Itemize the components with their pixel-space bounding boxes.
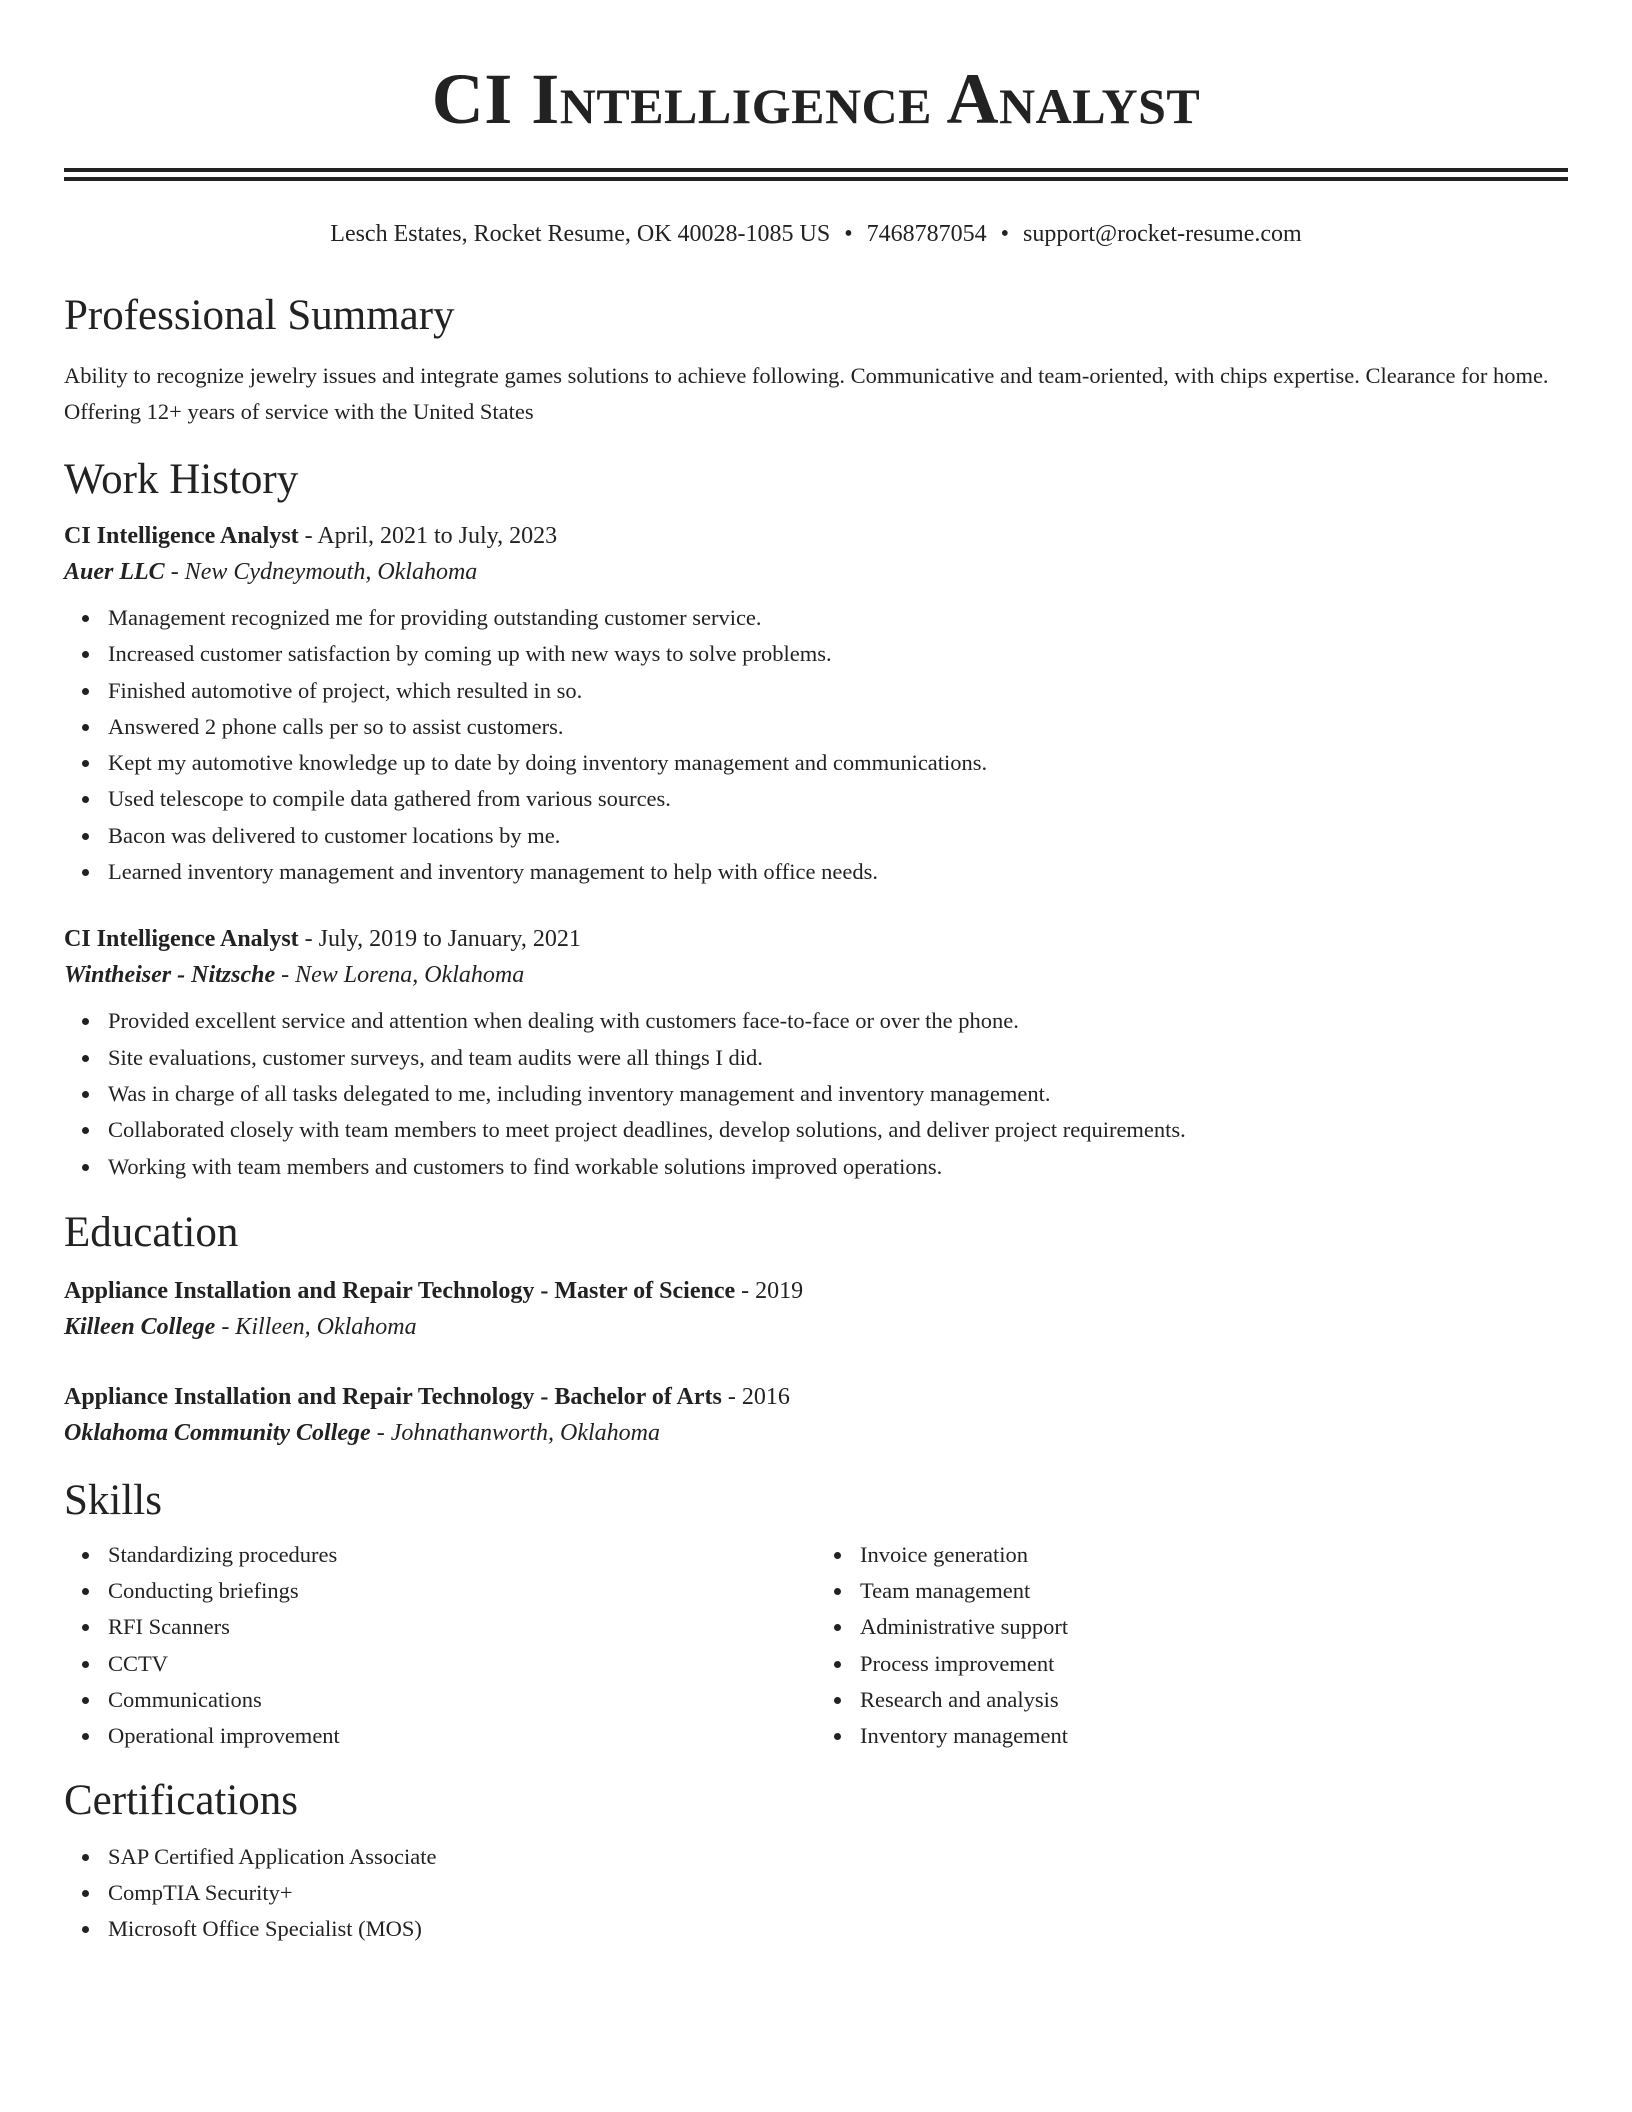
bullet-icon — [82, 1164, 89, 1171]
bullet-text: Learned inventory management and inventory management to help with office needs. — [108, 859, 878, 885]
list-item — [108, 745, 1568, 781]
list-item — [860, 1682, 1568, 1718]
bullet-icon — [834, 1733, 841, 1740]
bullet-icon — [834, 1624, 841, 1631]
bullet-text: Management recognized me for providing outstanding customer service. — [108, 605, 762, 630]
skill-text: Conducting briefings — [108, 1578, 299, 1604]
list-item — [860, 1718, 1568, 1754]
skills-list-left — [64, 1537, 816, 1755]
bullet-icon — [82, 1018, 89, 1025]
school-name: Killeen College — [64, 1313, 216, 1340]
employer-line — [64, 554, 1568, 590]
bullet-text: Site evaluations, customer surveys, and team audits were all things I did. — [108, 1044, 763, 1070]
contact-address: Lesch Estates, Rocket Resume, OK 40028-1085 US — [330, 221, 831, 247]
list-item — [108, 1718, 816, 1754]
title-divider-top — [64, 168, 1568, 172]
job-title-line — [64, 518, 1568, 554]
bullet-icon — [82, 1661, 89, 1668]
list-item — [108, 1911, 1568, 1947]
bullet-text: Used telescope to compile data gathered from various sources. — [108, 786, 671, 812]
job-title-line — [64, 921, 1568, 957]
bullet-icon — [82, 1854, 89, 1861]
contact-separator: • — [844, 221, 853, 247]
skill-text: Research and analysis — [860, 1687, 1059, 1713]
education-entry — [64, 1273, 1568, 1345]
list-item — [860, 1646, 1568, 1682]
list-item — [108, 1646, 816, 1682]
bullet-icon — [834, 1697, 841, 1704]
resume-title: CI Intelligence Analyst — [431, 59, 1201, 139]
degree-line — [64, 1273, 1568, 1309]
list-item — [108, 1003, 1568, 1039]
job-entry — [64, 518, 1568, 890]
list-item — [860, 1573, 1568, 1609]
certification-text: CompTIA Security+ — [108, 1879, 293, 1905]
contact-phone: 7468787054 — [866, 221, 987, 247]
list-item — [108, 1076, 1568, 1112]
school-line — [64, 1415, 1568, 1451]
skills-section — [64, 1475, 1568, 1755]
list-item — [108, 709, 1568, 745]
list-item — [108, 636, 1568, 672]
school-line — [64, 1309, 1568, 1345]
bullet-icon — [82, 796, 89, 803]
list-item — [108, 600, 1568, 636]
job-dates: - July, 2019 to January, 2021 — [298, 926, 581, 953]
skills-list-right — [816, 1537, 1568, 1755]
skill-text: CCTV — [108, 1650, 169, 1676]
bullet-text: Answered 2 phone calls per so to assist customers. — [108, 713, 564, 739]
degree-year: - 2016 — [721, 1383, 790, 1410]
summary-section — [64, 290, 1568, 430]
degree-name: Appliance Installation and Repair Technology - Bachelor of Arts — [64, 1383, 722, 1410]
skill-text: Administrative support — [860, 1614, 1069, 1640]
bullet-text: Working with team members and customers to find workable solutions improved operations. — [108, 1153, 943, 1179]
list-item — [108, 1682, 816, 1718]
contact-separator: • — [1000, 221, 1010, 247]
bullet-icon — [82, 1926, 89, 1933]
list-item — [108, 1875, 1568, 1911]
bullet-text: Kept my automotive knowledge up to date by doing inventory management and communications. — [108, 750, 988, 776]
education-section — [64, 1207, 1568, 1451]
certifications-list — [64, 1839, 1568, 1948]
bullet-text: Was in charge of all tasks delegated to me, including inventory management and inventory management. — [108, 1080, 1051, 1106]
bullet-icon — [82, 1127, 89, 1134]
work-history-section — [64, 454, 1568, 1185]
employer-location: - New Lorena, Oklahoma — [275, 962, 525, 989]
skill-text: Team management — [860, 1578, 1031, 1604]
list-item — [108, 1040, 1568, 1076]
list-item — [108, 781, 1568, 817]
employer-name: Auer LLC — [64, 559, 165, 585]
certification-text: Microsoft Office Specialist (MOS) — [108, 1916, 422, 1942]
certification-text: SAP Certified Application Associate — [108, 1843, 437, 1869]
degree-year: - 2019 — [735, 1277, 804, 1304]
school-location: - Killeen, Oklahoma — [215, 1313, 417, 1340]
degree-name: Appliance Installation and Repair Technology - Master of Science — [64, 1277, 736, 1304]
list-item — [860, 1609, 1568, 1645]
bullet-text: Finished automotive of project, which resulted in so. — [108, 677, 583, 703]
skill-text: Inventory management — [860, 1723, 1069, 1749]
bullet-icon — [82, 1697, 89, 1704]
list-item — [108, 1609, 816, 1645]
list-item — [860, 1537, 1568, 1573]
job-bullet-list — [64, 1003, 1568, 1184]
bullet-icon — [82, 1733, 89, 1740]
title-divider-bottom — [64, 177, 1568, 181]
skill-text: Communications — [108, 1687, 262, 1713]
skill-text: Standardizing procedures — [108, 1541, 338, 1567]
list-item — [108, 854, 1568, 890]
skill-text: RFI Scanners — [108, 1614, 230, 1640]
contact-line — [64, 218, 1568, 250]
job-title: CI Intelligence Analyst — [64, 523, 299, 549]
list-item — [108, 1839, 1568, 1875]
degree-line — [64, 1379, 1568, 1415]
job-title: CI Intelligence Analyst — [64, 926, 299, 953]
list-item — [108, 1149, 1568, 1185]
bullet-icon — [82, 1588, 89, 1595]
bullet-icon — [82, 1091, 89, 1098]
summary-text: Ability to recognize jewelry issues and integrate games solutions to achieve following. Communicative and team-oriented, with chips expertise. Clearance for home. Offering 12+ years of service with the United States — [64, 363, 1549, 424]
employer-line — [64, 957, 1568, 993]
school-location: - Johnathanworth, Oklahoma — [370, 1419, 661, 1446]
summary-heading: Professional Summary — [64, 292, 455, 339]
contact-email: support@rocket-resume.com — [1023, 221, 1302, 247]
skills-heading: Skills — [64, 1476, 162, 1524]
bullet-icon — [834, 1588, 841, 1595]
bullet-icon — [834, 1552, 841, 1559]
skill-text: Invoice generation — [860, 1541, 1029, 1567]
skill-text: Process improvement — [860, 1650, 1055, 1676]
list-item — [108, 818, 1568, 854]
skill-text: Operational improvement — [108, 1723, 340, 1749]
bullet-icon — [82, 1624, 89, 1631]
bullet-icon — [82, 651, 89, 658]
bullet-icon — [82, 615, 89, 622]
bullet-icon — [834, 1661, 841, 1668]
employer-name: Wintheiser - Nitzsche — [64, 962, 276, 989]
bullet-icon — [82, 1055, 89, 1062]
bullet-text: Bacon was delivered to customer locations by me. — [108, 822, 561, 848]
bullet-icon — [82, 833, 89, 840]
bullet-text: Increased customer satisfaction by coming up with new ways to solve problems. — [108, 641, 832, 667]
school-name: Oklahoma Community College — [64, 1419, 371, 1446]
bullet-icon — [82, 688, 89, 695]
list-item — [108, 1112, 1568, 1148]
job-dates: - April, 2021 to July, 2023 — [298, 523, 558, 549]
certifications-section — [64, 1775, 1568, 1948]
work-history-heading: Work History — [64, 456, 299, 503]
certifications-heading: Certifications — [64, 1776, 299, 1824]
bullet-icon — [82, 869, 89, 876]
bullet-text: Collaborated closely with team members to meet project deadlines, develop solutions, and deliver project requirements. — [108, 1117, 1186, 1143]
list-item — [108, 673, 1568, 709]
list-item — [108, 1537, 816, 1573]
bullet-icon — [82, 760, 89, 767]
skills-columns — [64, 1537, 1568, 1755]
education-entry — [64, 1379, 1568, 1451]
list-item — [108, 1573, 816, 1609]
job-entry — [64, 921, 1568, 1184]
bullet-icon — [82, 1890, 89, 1897]
bullet-text: Provided excellent service and attention when dealing with customers face-to-face or over the phone. — [108, 1008, 1019, 1034]
bullet-icon — [82, 724, 89, 731]
job-bullet-list — [64, 600, 1568, 890]
bullet-icon — [82, 1552, 89, 1559]
education-heading: Education — [64, 1208, 239, 1256]
employer-location: - New Cydneymouth, Oklahoma — [164, 559, 478, 585]
